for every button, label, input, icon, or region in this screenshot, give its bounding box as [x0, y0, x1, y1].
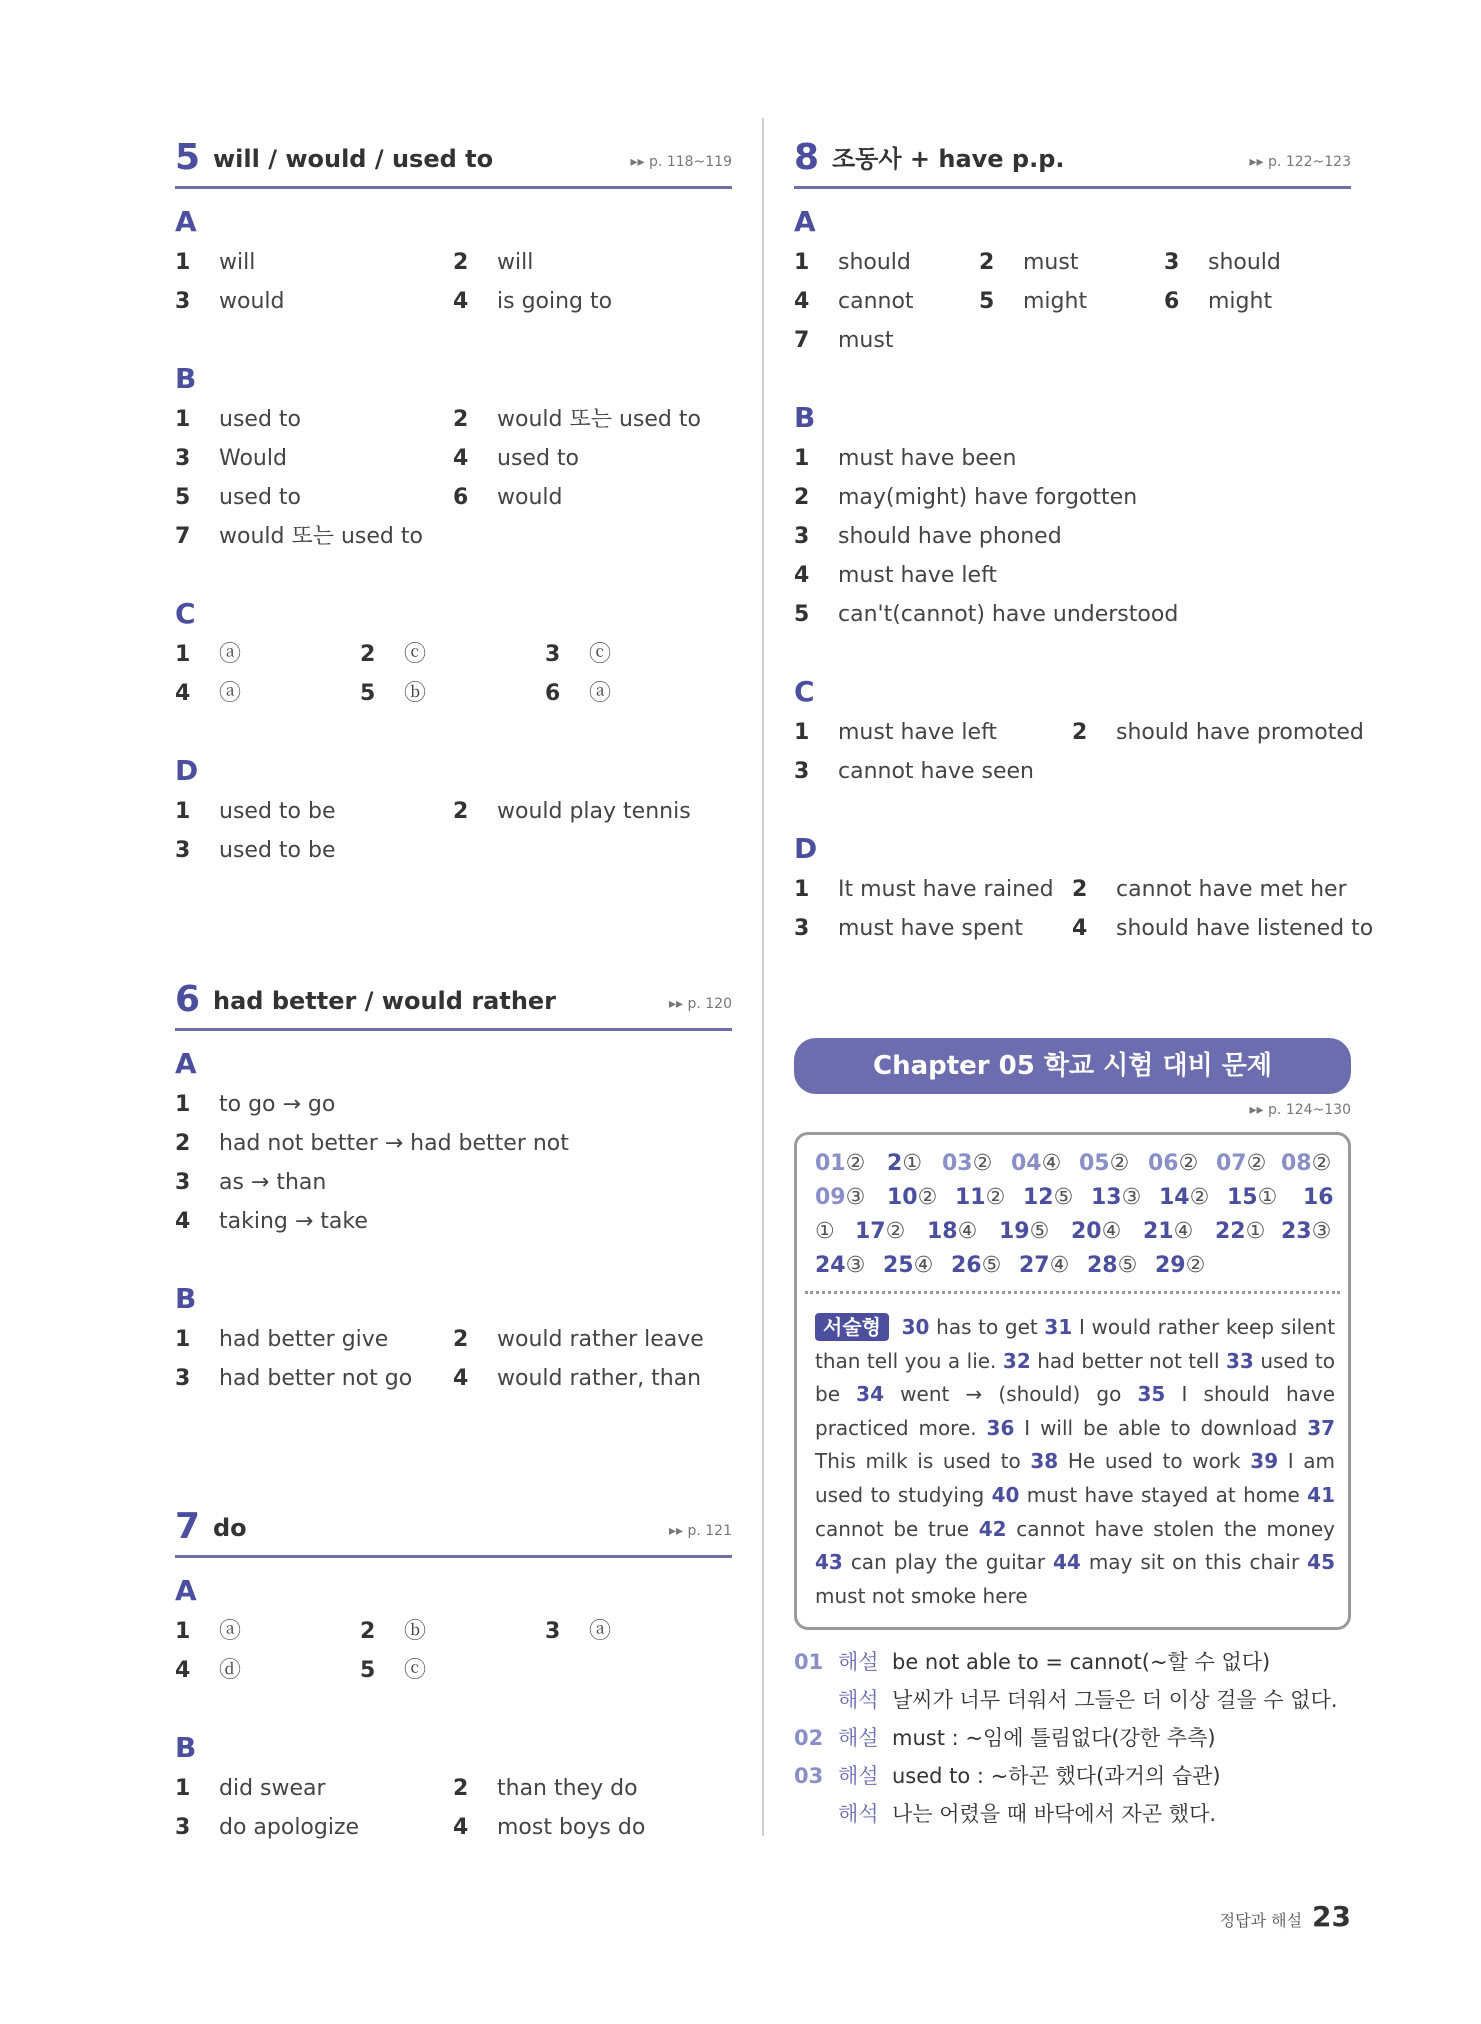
- mc-answer: ②: [1189, 1185, 1210, 1210]
- answer-row: [794, 870, 1351, 909]
- item-number: 2: [360, 1619, 376, 1644]
- mc-answer: ④: [913, 1253, 934, 1278]
- essay-answer: must not smoke here: [815, 1583, 1028, 1608]
- mc-number: 11: [955, 1185, 986, 1210]
- item-number: 4: [1072, 916, 1088, 941]
- item-answer: must: [1023, 250, 1079, 275]
- item-number: 1: [175, 407, 191, 432]
- mc-answer: ④: [957, 1219, 978, 1244]
- explanation-label: 해설: [838, 1726, 879, 1750]
- part-letter: A: [175, 1047, 197, 1080]
- mc-number: 04: [1011, 1151, 1042, 1176]
- item-answer: ⓐ: [589, 1619, 612, 1644]
- item-number: 5: [360, 681, 376, 706]
- item-answer: cannot have met her: [1116, 877, 1347, 902]
- item-number: 1: [794, 877, 810, 902]
- item-answer: should have listened to: [1116, 916, 1374, 941]
- mc-answer: ②: [917, 1185, 938, 1210]
- section-title: had better / would rather: [213, 987, 557, 1015]
- mc-answer: ③: [1311, 1219, 1332, 1244]
- explanation-number: 03: [794, 1764, 824, 1788]
- explanation-number: 01: [794, 1650, 824, 1674]
- essay-number: 31: [1044, 1315, 1073, 1339]
- part-letter: C: [175, 597, 196, 630]
- item-answer: should: [1208, 250, 1281, 275]
- page-reference: ▸▸ p. 121: [668, 1523, 732, 1539]
- item-number: 2: [453, 799, 469, 824]
- explanation-text: 나는 어렸을 때 바닥에서 자곤 했다.: [892, 1802, 1217, 1826]
- essay-answer: cannot be true: [815, 1516, 970, 1541]
- section-title: will / would / used to: [213, 145, 494, 173]
- mc-number: 24: [815, 1253, 846, 1278]
- essay-number: 41: [1307, 1482, 1335, 1507]
- item-answer: do apologize: [219, 1815, 360, 1840]
- mc-answer: ⑤: [1029, 1219, 1050, 1244]
- item-answer: would rather leave: [497, 1327, 704, 1352]
- mc-answer: ②: [985, 1185, 1006, 1210]
- dotted-divider: [805, 1291, 1340, 1294]
- answer-row: [794, 439, 1351, 478]
- item-number: 3: [794, 916, 810, 941]
- item-number: 2: [1072, 877, 1088, 902]
- mc-number: 07: [1216, 1151, 1247, 1176]
- item-answer: would: [219, 289, 285, 314]
- mc-number: 25: [883, 1253, 914, 1278]
- part-letter: D: [794, 832, 818, 865]
- item-answer: ⓒ: [589, 642, 612, 667]
- answer-row: [175, 478, 732, 517]
- essay-number: 30: [901, 1315, 930, 1339]
- item-answer: will: [497, 250, 534, 275]
- answer-row: [175, 517, 732, 556]
- answer-row: [794, 478, 1351, 517]
- item-answer: should: [838, 250, 911, 275]
- mc-number: 20: [1071, 1219, 1102, 1244]
- essay-number: 42: [978, 1516, 1007, 1541]
- answer-key-box: [794, 1132, 1351, 1630]
- essay-number: 33: [1226, 1348, 1254, 1373]
- mc-answer: ③: [1121, 1185, 1142, 1210]
- essay-answer: may sit on this chair: [1088, 1550, 1300, 1575]
- mc-answer: ②: [1178, 1151, 1199, 1176]
- item-number: 6: [1164, 289, 1180, 314]
- item-answer: might: [1023, 289, 1088, 314]
- item-number: 3: [794, 759, 810, 784]
- answer-row: [794, 282, 1351, 321]
- mc-answer: ⑤: [1117, 1253, 1138, 1278]
- item-answer: ⓐ: [219, 642, 242, 667]
- mc-answer: ④: [1041, 1151, 1062, 1176]
- item-number: 7: [794, 328, 810, 353]
- mc-answer: ①: [902, 1151, 923, 1176]
- mc-number: 06: [1148, 1151, 1179, 1176]
- answer-row: [175, 1769, 732, 1808]
- answer-row: [175, 1359, 732, 1398]
- item-number: 3: [175, 446, 191, 471]
- answer-row: [175, 1124, 732, 1163]
- essay-number: 43: [815, 1550, 843, 1575]
- answer-row: [175, 674, 732, 713]
- item-answer: ⓓ: [219, 1658, 242, 1683]
- mc-number: 10: [887, 1185, 918, 1210]
- mc-number: 14: [1159, 1185, 1190, 1210]
- mc-answer: ②: [845, 1151, 866, 1176]
- answer-row: [794, 752, 1351, 791]
- answer-row: [175, 243, 732, 282]
- item-answer: It must have rained: [838, 877, 1054, 902]
- item-number: 2: [979, 250, 995, 275]
- mc-number: 27: [1019, 1253, 1050, 1278]
- item-number: 4: [453, 1815, 469, 1840]
- part-letter: B: [175, 1282, 197, 1315]
- item-number: 2: [1072, 720, 1088, 745]
- explanation-text: be not able to = cannot(~할 수 없다): [892, 1650, 1271, 1674]
- section-title: 조동사 + have p.p.: [832, 145, 1065, 173]
- item-number: 3: [545, 642, 561, 667]
- essay-answer: This milk is used to: [815, 1449, 1021, 1474]
- item-answer: to go → go: [219, 1092, 336, 1117]
- item-number: 2: [453, 1327, 469, 1352]
- essay-answer: I will be able to download: [1024, 1415, 1298, 1440]
- item-number: 1: [794, 250, 810, 275]
- item-number: 1: [175, 1619, 191, 1644]
- section-number: 8: [794, 137, 820, 178]
- item-number: 2: [794, 485, 810, 510]
- item-number: 4: [175, 1209, 191, 1234]
- mc-number: 17: [855, 1219, 886, 1244]
- essay-answer: cannot have stolen the money: [1016, 1516, 1336, 1541]
- item-answer: must: [838, 328, 894, 353]
- item-answer: Would: [219, 446, 287, 471]
- item-number: 2: [360, 642, 376, 667]
- page-number: 23: [1312, 1900, 1351, 1933]
- item-answer: had better give: [219, 1327, 389, 1352]
- answer-row: [175, 282, 732, 321]
- page-footer: [1220, 1900, 1351, 1933]
- item-answer: used to: [219, 407, 301, 432]
- essay-answer: used to be: [815, 1348, 1335, 1407]
- item-answer: might: [1208, 289, 1273, 314]
- mc-number: 12: [1023, 1185, 1054, 1210]
- item-number: 5: [360, 1658, 376, 1683]
- answer-row: [794, 517, 1351, 556]
- mc-answer: ③: [845, 1253, 866, 1278]
- mc-number: 26: [951, 1253, 982, 1278]
- essay-tag: 서술형: [815, 1313, 889, 1341]
- mc-number: 13: [1091, 1185, 1122, 1210]
- item-number: 1: [175, 1776, 191, 1801]
- mc-answer: ②: [1311, 1151, 1332, 1176]
- footer-label: 정답과 해설: [1219, 1911, 1303, 1930]
- item-answer: would play tennis: [497, 799, 691, 824]
- page-reference: ▸▸ p. 122~123: [1249, 154, 1351, 170]
- explanation-label: 해설: [838, 1650, 879, 1674]
- section-8-header: [794, 124, 1351, 189]
- section-number: 6: [175, 979, 201, 1020]
- item-answer: cannot: [838, 289, 914, 314]
- explanation-text: must : ~임에 틀림없다(강한 추측): [892, 1726, 1216, 1750]
- mc-answer: ⑤: [981, 1253, 1002, 1278]
- item-answer: had better not go: [219, 1366, 413, 1391]
- item-number: 3: [545, 1619, 561, 1644]
- essay-number: 32: [1002, 1348, 1031, 1373]
- item-number: 1: [175, 250, 191, 275]
- essay-answer: I am used to studying: [815, 1449, 1336, 1507]
- item-number: 3: [794, 524, 810, 549]
- mc-answer: ①: [815, 1219, 835, 1244]
- item-number: 2: [453, 1776, 469, 1801]
- item-answer: can't(cannot) have understood: [838, 602, 1179, 627]
- part-letter: C: [794, 675, 815, 708]
- essay-number: 34: [856, 1382, 884, 1407]
- essay-number: 36: [986, 1415, 1015, 1440]
- answer-row: [175, 831, 732, 870]
- item-number: 5: [794, 602, 810, 627]
- section-7-header: [175, 1493, 732, 1558]
- mc-answer: ②: [885, 1219, 906, 1244]
- item-answer: did swear: [219, 1776, 326, 1801]
- item-number: 1: [794, 446, 810, 471]
- mc-number: 2: [887, 1151, 903, 1176]
- item-number: 3: [175, 1815, 191, 1840]
- item-answer: will: [219, 250, 256, 275]
- item-answer: used to be: [219, 838, 336, 863]
- mc-number: 16: [1303, 1185, 1334, 1210]
- item-number: 4: [453, 1366, 469, 1391]
- mc-number: 18: [927, 1219, 958, 1244]
- item-answer: must have been: [838, 446, 1017, 471]
- section-5-header: [175, 124, 732, 189]
- item-answer: ⓑ: [404, 1619, 427, 1644]
- item-number: 2: [453, 407, 469, 432]
- item-number: 1: [175, 1092, 191, 1117]
- item-answer: would 또는 used to: [497, 407, 701, 432]
- explanation-label: 해석: [838, 1688, 879, 1712]
- essay-number: 40: [991, 1482, 1020, 1507]
- answer-row: [175, 1320, 732, 1359]
- item-number: 6: [453, 485, 469, 510]
- item-number: 2: [175, 1131, 191, 1156]
- essay-number: 44: [1053, 1550, 1081, 1575]
- mc-number: 01: [815, 1151, 846, 1176]
- item-answer: should have phoned: [838, 524, 1062, 549]
- part-letter: B: [175, 1731, 197, 1764]
- item-answer: would 또는 used to: [219, 524, 423, 549]
- item-number: 6: [545, 681, 561, 706]
- mc-number: 03: [942, 1151, 973, 1176]
- item-answer: ⓒ: [404, 642, 427, 667]
- item-answer: must have left: [838, 563, 998, 588]
- item-number: 3: [175, 1170, 191, 1195]
- item-answer: used to be: [219, 799, 336, 824]
- item-answer: must have spent: [838, 916, 1023, 941]
- essay-number: 45: [1307, 1550, 1336, 1575]
- mc-answer: ②: [972, 1151, 993, 1176]
- item-number: 7: [175, 524, 191, 549]
- mc-answer: ②: [1109, 1151, 1130, 1176]
- explanation-number: 02: [794, 1726, 824, 1750]
- item-number: 4: [453, 289, 469, 314]
- mc-number: 28: [1087, 1253, 1118, 1278]
- mc-answer: ①: [1245, 1219, 1266, 1244]
- item-answer: used to: [219, 485, 301, 510]
- mc-answer: ①: [1257, 1185, 1278, 1210]
- item-answer: must have left: [838, 720, 998, 745]
- item-answer: would rather, than: [497, 1366, 702, 1391]
- item-answer: ⓐ: [589, 681, 612, 706]
- mc-number: 23: [1281, 1219, 1312, 1244]
- mc-answer: ④: [1173, 1219, 1194, 1244]
- essay-number: 38: [1030, 1449, 1059, 1474]
- part-letter: B: [175, 362, 197, 395]
- essay-answer: went → (should) go: [900, 1382, 1122, 1407]
- item-answer: ⓒ: [404, 1658, 427, 1683]
- part-letter: D: [175, 754, 199, 787]
- mc-number: 21: [1143, 1219, 1174, 1244]
- answer-row: [175, 400, 732, 439]
- answer-row: [794, 595, 1351, 634]
- item-number: 2: [453, 250, 469, 275]
- answer-row: [794, 243, 1351, 282]
- answer-row: [794, 909, 1374, 948]
- item-answer: cannot have seen: [838, 759, 1034, 784]
- essay-answer: can play the guitar: [850, 1550, 1046, 1575]
- part-letter: A: [794, 205, 816, 238]
- item-answer: would: [497, 485, 563, 510]
- mc-answer: ④: [1049, 1253, 1070, 1278]
- answer-row: [794, 713, 1364, 752]
- answer-row: [175, 1651, 732, 1690]
- essay-number: 35: [1137, 1382, 1166, 1407]
- section-number: 5: [175, 137, 201, 178]
- item-number: 3: [175, 838, 191, 863]
- mc-number: 09: [815, 1185, 846, 1210]
- item-answer: may(might) have forgotten: [838, 485, 1138, 510]
- item-answer: used to: [497, 446, 579, 471]
- mc-answer: ⑤: [1053, 1185, 1074, 1210]
- essay-answers: [815, 1311, 1335, 1613]
- answer-row: [175, 635, 732, 674]
- mc-number: 22: [1215, 1219, 1246, 1244]
- item-number: 4: [175, 681, 191, 706]
- essay-number: 37: [1307, 1415, 1336, 1440]
- essay-answer: must have stayed at home: [1026, 1482, 1300, 1507]
- item-answer: ⓐ: [219, 1619, 242, 1644]
- item-answer: should have promoted: [1116, 720, 1364, 745]
- explanation-text: used to : ~하곤 했다(과거의 습관): [892, 1764, 1221, 1788]
- item-answer: ⓑ: [404, 681, 427, 706]
- essay-number: 39: [1250, 1449, 1279, 1474]
- part-letter: A: [175, 1574, 197, 1607]
- answer-row: [175, 439, 732, 478]
- item-number: 1: [794, 720, 810, 745]
- answer-row: [175, 1202, 732, 1241]
- answer-row: [794, 556, 1351, 595]
- item-number: 5: [175, 485, 191, 510]
- page-reference: ▸▸ p. 118~119: [630, 154, 732, 170]
- item-answer: had not better → had better not: [219, 1131, 569, 1156]
- item-number: 3: [1164, 250, 1180, 275]
- item-number: 1: [175, 799, 191, 824]
- item-answer: most boys do: [497, 1815, 646, 1840]
- item-number: 1: [175, 642, 191, 667]
- explanation-label: 해설: [838, 1764, 879, 1788]
- answer-row: [175, 1163, 732, 1202]
- mc-number: 29: [1155, 1253, 1186, 1278]
- part-letter: A: [175, 205, 197, 238]
- mc-number: 15: [1227, 1185, 1258, 1210]
- item-number: 3: [175, 1366, 191, 1391]
- answer-row: [175, 792, 732, 831]
- page-reference: ▸▸ p. 124~130: [1249, 1102, 1351, 1118]
- essay-answer: He used to work: [1067, 1449, 1241, 1474]
- mc-answer: ④: [1101, 1219, 1122, 1244]
- item-answer: is going to: [497, 289, 613, 314]
- explanation-text: 날씨가 너무 더워서 그들은 더 이상 걸을 수 없다.: [892, 1688, 1338, 1712]
- page-reference: ▸▸ p. 120: [668, 996, 732, 1012]
- mc-number: 19: [999, 1219, 1030, 1244]
- section-number: 7: [175, 1506, 201, 1547]
- essay-answer: had better not tell: [1037, 1348, 1220, 1373]
- item-number: 4: [794, 289, 810, 314]
- item-number: 5: [979, 289, 995, 314]
- item-number: 4: [175, 1658, 191, 1683]
- item-number: 3: [175, 289, 191, 314]
- answer-row: [175, 1612, 732, 1651]
- section-title: do: [213, 1514, 247, 1542]
- item-answer: taking → take: [219, 1209, 368, 1234]
- item-answer: as → than: [219, 1170, 327, 1195]
- item-number: 1: [175, 1327, 191, 1352]
- answer-row: [175, 1808, 732, 1847]
- mc-answer: ②: [1246, 1151, 1267, 1176]
- mc-answer: ③: [845, 1185, 866, 1210]
- item-number: 4: [453, 446, 469, 471]
- item-answer: ⓐ: [219, 681, 242, 706]
- item-answer: than they do: [497, 1776, 638, 1801]
- section-6-header: [175, 966, 732, 1031]
- chapter-banner: Chapter 05 학교 시험 대비 문제: [794, 1038, 1351, 1094]
- essay-answer: I would rather keep silent than tell you a lie.: [815, 1315, 1336, 1373]
- part-letter: B: [794, 401, 816, 434]
- essay-answer: has to get: [936, 1315, 1038, 1339]
- mc-number: 05: [1079, 1151, 1110, 1176]
- explanation-label: 해석: [838, 1802, 879, 1826]
- essay-answer: I should have practiced more.: [815, 1382, 1336, 1440]
- column-divider: [762, 118, 764, 1836]
- mc-number: 08: [1281, 1151, 1312, 1176]
- answer-row: [794, 321, 1351, 360]
- answer-row: [175, 1085, 732, 1124]
- item-number: 4: [794, 563, 810, 588]
- mc-answer: ②: [1185, 1253, 1206, 1278]
